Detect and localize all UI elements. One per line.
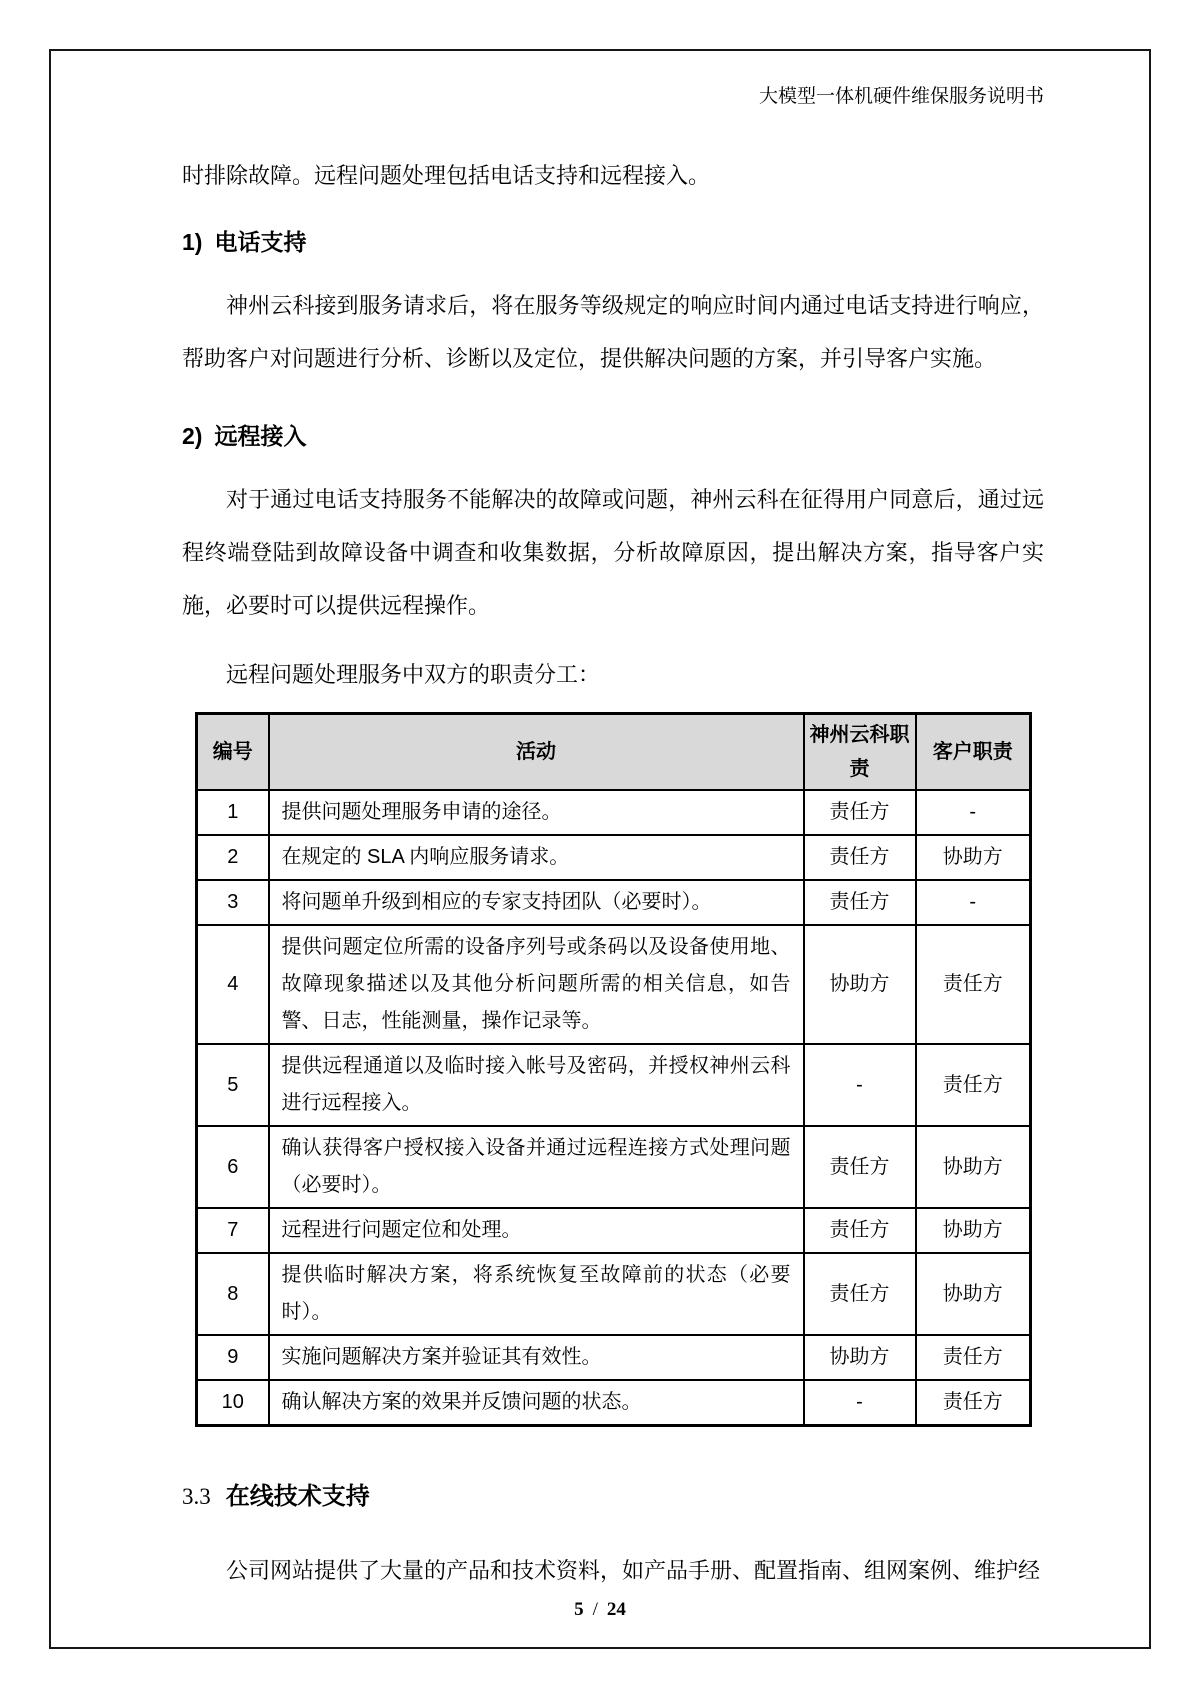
table-row <box>197 1208 1031 1253</box>
table-header-cell: 编号 <box>197 714 269 791</box>
responsibilities-table-wrapper <box>195 712 1044 1427</box>
cell-customer-role: - <box>916 790 1031 835</box>
cell-customer-role: 协助方 <box>916 1253 1031 1335</box>
cell-customer-role: 协助方 <box>916 835 1031 880</box>
heading-phone-number: 1) <box>182 229 203 255</box>
cell-row-number: 9 <box>197 1335 269 1380</box>
cell-activity: 确认解决方案的效果并反馈问题的状态。 <box>269 1380 804 1426</box>
cell-activity: 实施问题解决方案并验证其有效性。 <box>269 1335 804 1380</box>
document-header-title: 大模型一体机硬件维保服务说明书 <box>758 86 1044 107</box>
page-number-total: 24 <box>606 1599 626 1620</box>
table-row <box>197 1335 1031 1380</box>
cell-customer-role: 责任方 <box>916 1380 1031 1426</box>
table-row <box>197 790 1031 835</box>
page-number-separator: / <box>592 1599 598 1620</box>
table-row <box>197 1126 1031 1208</box>
cell-customer-role: 责任方 <box>916 925 1031 1044</box>
section-number: 3.3 <box>182 1484 211 1509</box>
cell-activity: 提供问题定位所需的设备序列号或条码以及设备使用地、故障现象描述以及其他分析问题所需的相关信息，如告警、日志，性能测量，操作记录等。 <box>269 925 804 1044</box>
cell-activity: 提供临时解决方案，将系统恢复至故障前的状态（必要时）。 <box>269 1253 804 1335</box>
heading-remote-label: 远程接入 <box>214 423 307 449</box>
table-head <box>197 714 1031 791</box>
table-row <box>197 1380 1031 1426</box>
cell-row-number: 8 <box>197 1253 269 1335</box>
cell-row-number: 3 <box>197 880 269 925</box>
responsibilities-table <box>195 712 1032 1427</box>
paragraph-remote-access: 对于通过电话支持服务不能解决的故障或问题，神州云科在征得用户同意后，通过远程终端登陆到故障设备中调查和收集数据，分析故障原因，提出解决方案，指导客户实施，必要时可以提供远程操作。 <box>182 487 1044 618</box>
heading-phone-support <box>182 227 1044 257</box>
page-number-current: 5 <box>574 1599 584 1620</box>
page-content <box>51 51 1149 1586</box>
table-row <box>197 925 1031 1044</box>
cell-vendor-role: 责任方 <box>804 790 916 835</box>
table-header-row <box>197 714 1031 791</box>
cell-activity: 在规定的 SLA 内响应服务请求。 <box>269 835 804 880</box>
paragraph-phone-support: 神州云科接到服务请求后，将在服务等级规定的响应时间内通过电话支持进行响应，帮助客户对问题进行分析、诊断以及定位，提供解决问题的方案，并引导客户实施。 <box>182 293 1044 371</box>
cell-activity: 提供问题处理服务申请的途径。 <box>269 790 804 835</box>
cell-customer-role: 协助方 <box>916 1126 1031 1208</box>
cell-customer-role: 责任方 <box>916 1335 1031 1380</box>
section-title: 在线技术支持 <box>225 1483 370 1510</box>
table-row <box>197 880 1031 925</box>
cell-vendor-role: 责任方 <box>804 880 916 925</box>
table-row <box>197 835 1031 880</box>
paragraph-online-support: 公司网站提供了大量的产品和技术资料，如产品手册、配置指南、组网案例、维护经 <box>226 1558 1041 1583</box>
heading-remote-number: 2) <box>182 423 203 449</box>
cell-row-number: 2 <box>197 835 269 880</box>
cell-activity: 确认获得客户授权接入设备并通过远程连接方式处理问题（必要时）。 <box>269 1126 804 1208</box>
cell-row-number: 4 <box>197 925 269 1044</box>
cell-activity: 远程进行问题定位和处理。 <box>269 1208 804 1253</box>
page-border <box>49 49 1151 1649</box>
cell-vendor-role: - <box>804 1380 916 1426</box>
heading-phone-label: 电话支持 <box>214 229 307 255</box>
table-intro-line: 远程问题处理服务中双方的职责分工： <box>226 662 601 687</box>
table-header-cell: 客户职责 <box>916 714 1031 791</box>
heading-remote-access <box>182 421 1044 451</box>
table-row <box>197 1044 1031 1126</box>
cell-activity: 提供远程通道以及临时接入帐号及密码，并授权神州云科进行远程接入。 <box>269 1044 804 1126</box>
cell-vendor-role: 协助方 <box>804 1335 916 1380</box>
cell-row-number: 10 <box>197 1380 269 1426</box>
table-row <box>197 1253 1031 1335</box>
cell-vendor-role: 责任方 <box>804 1253 916 1335</box>
cell-customer-role: 责任方 <box>916 1044 1031 1126</box>
cell-vendor-role: 责任方 <box>804 1126 916 1208</box>
section-33-heading <box>182 1481 1044 1516</box>
cell-row-number: 7 <box>197 1208 269 1253</box>
cell-vendor-role: 责任方 <box>804 1208 916 1253</box>
page-footer <box>51 1599 1149 1621</box>
cell-row-number: 6 <box>197 1126 269 1208</box>
cell-customer-role: - <box>916 880 1031 925</box>
table-header-cell: 神州云科职责 <box>804 714 916 791</box>
cell-row-number: 1 <box>197 790 269 835</box>
cell-vendor-role: - <box>804 1044 916 1126</box>
table-body <box>197 790 1031 1426</box>
intro-paragraph: 时排除故障。远程问题处理包括电话支持和远程接入。 <box>182 163 711 188</box>
cell-activity: 将问题单升级到相应的专家支持团队（必要时）。 <box>269 880 804 925</box>
cell-vendor-role: 责任方 <box>804 835 916 880</box>
cell-customer-role: 协助方 <box>916 1208 1031 1253</box>
table-header-cell: 活动 <box>269 714 804 791</box>
cell-row-number: 5 <box>197 1044 269 1126</box>
cell-vendor-role: 协助方 <box>804 925 916 1044</box>
